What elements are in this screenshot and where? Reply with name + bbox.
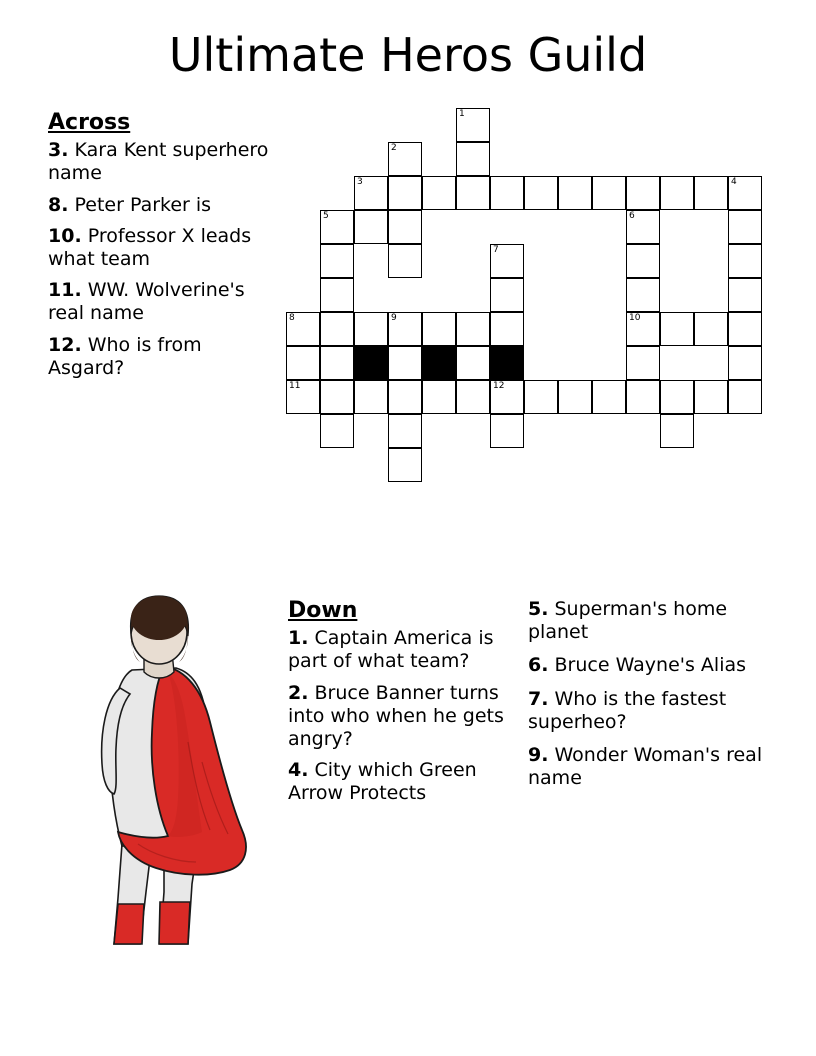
grid-cell-number: 1 (459, 109, 465, 119)
grid-cell[interactable] (320, 244, 354, 278)
grid-cell[interactable] (660, 414, 694, 448)
grid-cell[interactable] (728, 176, 762, 210)
down-clues-right (528, 598, 764, 800)
across-clues (48, 110, 280, 388)
clue-text: Who is the fastest superheo? (528, 687, 727, 733)
clue-text: Wonder Woman's real name (528, 743, 763, 790)
grid-cell[interactable] (660, 380, 694, 414)
grid-cell[interactable] (286, 312, 320, 346)
grid-cell[interactable] (388, 210, 422, 244)
grid-cell-number: 8 (289, 313, 295, 323)
grid-cell[interactable] (354, 176, 388, 210)
grid-cell-number: 12 (493, 381, 505, 391)
grid-cell[interactable] (626, 346, 660, 380)
grid-cell[interactable] (728, 312, 762, 346)
grid-cell[interactable] (320, 380, 354, 414)
clue-number: 4. (288, 759, 309, 782)
grid-cell[interactable] (388, 414, 422, 448)
grid-cell-blocked (422, 346, 456, 380)
clue-number: 8. (48, 193, 69, 216)
clue-text: Captain America is part of what team? (288, 627, 494, 673)
grid-cell[interactable] (490, 278, 524, 312)
clue-number: 3. (48, 139, 69, 162)
clue-number: 7. (528, 687, 549, 710)
grid-cell[interactable] (694, 380, 728, 414)
grid-cell-number: 10 (629, 313, 641, 323)
down-heading: Down (288, 598, 358, 623)
grid-cell[interactable] (286, 346, 320, 380)
clue-number: 11. (48, 279, 82, 302)
across-clue-3 (48, 139, 280, 185)
page-title: Ultimate Heros Guild (168, 28, 648, 82)
grid-cell[interactable] (728, 346, 762, 380)
grid-cell[interactable] (422, 312, 456, 346)
down-clue-5 (528, 598, 764, 644)
grid-cell[interactable] (490, 244, 524, 278)
grid-cell[interactable] (320, 278, 354, 312)
grid-cell[interactable] (456, 380, 490, 414)
superhero-illustration (60, 592, 270, 952)
grid-cell-number: 9 (391, 313, 397, 323)
down-clue-6 (528, 654, 764, 677)
grid-cell-number: 11 (289, 381, 301, 391)
grid-cell[interactable] (388, 244, 422, 278)
grid-cell-blocked (490, 346, 524, 380)
clue-text: Superman's home planet (528, 598, 728, 644)
clue-text: Who is from Asgard? (48, 333, 202, 379)
clue-number: 6. (528, 654, 549, 677)
clue-text: Peter Parker is (74, 193, 212, 216)
grid-cell[interactable] (660, 176, 694, 210)
clue-number: 10. (48, 224, 82, 247)
across-clue-8 (48, 194, 280, 217)
grid-cell[interactable] (388, 380, 422, 414)
grid-cell[interactable] (320, 210, 354, 244)
grid-cell[interactable] (558, 380, 592, 414)
across-clue-10 (48, 225, 280, 271)
grid-cell[interactable] (626, 312, 660, 346)
grid-cell-number: 5 (323, 211, 329, 221)
clue-text: City which Green Arrow Protects (288, 759, 477, 805)
grid-cell[interactable] (558, 176, 592, 210)
grid-cell[interactable] (456, 346, 490, 380)
grid-cell[interactable] (728, 278, 762, 312)
grid-cell[interactable] (728, 380, 762, 414)
grid-cell[interactable] (456, 176, 490, 210)
clue-text: Kara Kent superhero name (48, 139, 269, 185)
grid-cell[interactable] (592, 176, 626, 210)
grid-cell[interactable] (524, 176, 558, 210)
grid-cell[interactable] (388, 346, 422, 380)
across-clue-11 (48, 279, 280, 325)
down-clue-7 (528, 688, 764, 734)
grid-cell-number: 6 (629, 211, 635, 221)
grid-cell[interactable] (490, 414, 524, 448)
down-clue-9 (528, 744, 764, 790)
grid-cell[interactable] (388, 448, 422, 482)
across-clue-12 (48, 334, 280, 380)
grid-cell[interactable] (456, 108, 490, 142)
grid-cell[interactable] (320, 414, 354, 448)
grid-cell[interactable] (388, 312, 422, 346)
grid-cell[interactable] (354, 210, 388, 244)
grid-cell[interactable] (388, 176, 422, 210)
down-clues-left (288, 598, 513, 814)
grid-cell[interactable] (422, 176, 456, 210)
grid-cell[interactable] (660, 312, 694, 346)
across-heading: Across (48, 110, 131, 135)
grid-cell[interactable] (286, 380, 320, 414)
down-clue-2 (288, 682, 513, 752)
grid-cell[interactable] (388, 142, 422, 176)
grid-cell-number: 4 (731, 177, 737, 187)
grid-cell[interactable] (456, 142, 490, 176)
grid-cell-number: 7 (493, 245, 499, 255)
grid-cell[interactable] (490, 380, 524, 414)
grid-cell[interactable] (728, 244, 762, 278)
grid-cell[interactable] (456, 312, 490, 346)
clue-text: Professor X leads what team (48, 224, 252, 270)
grid-cell[interactable] (626, 278, 660, 312)
grid-cell[interactable] (490, 312, 524, 346)
grid-cell[interactable] (694, 176, 728, 210)
clue-number: 12. (48, 333, 82, 356)
grid-cell[interactable] (354, 380, 388, 414)
clue-number: 5. (528, 598, 549, 620)
grid-cell[interactable] (626, 176, 660, 210)
grid-cell[interactable] (626, 210, 660, 244)
clue-text: Bruce Banner turns into who when he gets angry? (288, 681, 504, 750)
grid-cell-number: 3 (357, 177, 363, 187)
clue-number: 1. (288, 627, 309, 650)
grid-cell-blocked (354, 346, 388, 380)
grid-cell[interactable] (694, 312, 728, 346)
grid-cell[interactable] (320, 312, 354, 346)
clue-text: Bruce Wayne's Alias (554, 654, 747, 677)
grid-cell[interactable] (422, 380, 456, 414)
grid-cell[interactable] (626, 244, 660, 278)
grid-cell[interactable] (524, 380, 558, 414)
down-clue-1 (288, 627, 513, 673)
grid-cell-number: 2 (391, 143, 397, 153)
grid-cell[interactable] (490, 176, 524, 210)
clue-text: WW. Wolverine's real name (48, 279, 245, 325)
clue-number: 9. (528, 743, 549, 766)
grid-cell[interactable] (728, 210, 762, 244)
grid-cell[interactable] (626, 380, 660, 414)
down-clue-4 (288, 759, 513, 805)
grid-cell[interactable] (354, 312, 388, 346)
grid-cell[interactable] (320, 346, 354, 380)
clue-number: 2. (288, 681, 309, 704)
grid-cell[interactable] (592, 380, 626, 414)
